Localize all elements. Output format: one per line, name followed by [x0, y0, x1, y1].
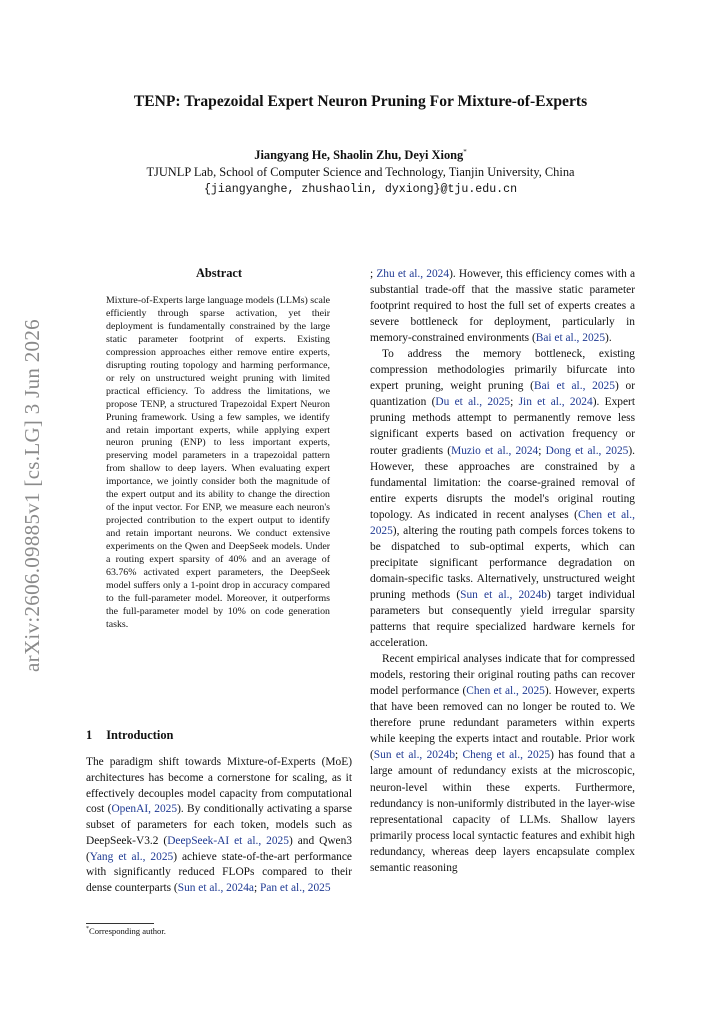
abstract-body: Mixture-of-Experts large language models (LLMs) scale efficiently through sparse activation, yet their deployment is fundamentally constrained by the large static parameter footprint of experts. Existing compression approaches either remove entire experts, disrupting routing topology and harming performance, or rely on unstructured weight pruning with limited practical efficiency. To address the limitations, we propose TENP, a structured Trapezoidal Expert Neuron Pruning framework. Using a few samples, we identify and retain important experts, while applying expert neuron pruning (ENP) to less important experts, preserving model parameters in a trapezoidal pattern from shallow to deep layers. When evaluating expert importance, we jointly consider both the magnitude of the expert output and its ability to change the direction of the input vector. For ENP, we measure each neuron's projected contribution to the expert output to identify and retain important neurons. We conduct extensive experiments on the Qwen and DeepSeek models. Under a routing expert sparsity of 40% and an average of 63.76% activated expert parameters, the DeepSeek model suffers only a 1-point drop in accuracy compared to the full-parameter model. Moreover, it outperforms the full-parameter model by 10% on code generation tasks.: [106, 295, 330, 630]
text-span: ) has found that a large amount of redundancy exists at the microscopic, neuron-level within these experts. Furthermore, redundancy is non-uniformly distributed in the layer-wise representational capacity of LLMs. Shallow layers primarily process local syntactic features and exhibit high redundancy, whereas deep layers encapsulate complex semantic reasoning: [370, 749, 635, 874]
citation-link[interactable]: Sun et al., 2024b: [460, 588, 547, 601]
citation-link[interactable]: Jin et al., 2024: [518, 396, 593, 409]
arxiv-identifier-text: arXiv:2606.09885v1 [cs.LG] 3 Jun 2026: [19, 318, 44, 672]
footnote-rule: [86, 923, 154, 924]
citation-link[interactable]: Sun et al., 2024a: [177, 882, 254, 894]
text-span: ). However, these approaches are constrained by a fundamental limitation: the coarse-grained removal of entire experts disrupts the model's original routing topology. As indicated in recent analyses (: [370, 444, 636, 521]
text-span: ) or quantization (: [370, 380, 635, 409]
citation-link[interactable]: Cheng et al., 2025: [462, 749, 551, 762]
citation-link[interactable]: Chen et al., 2025: [370, 508, 635, 537]
text-span: ) target individual parameters but consequently yield irregular sparsity patterns that require specialized hardware kernels for acceleration.: [370, 588, 635, 650]
citation-link[interactable]: Pan et al., 2025: [260, 882, 331, 894]
intro-paragraph-3: [370, 651, 635, 876]
citation-link[interactable]: Chen et al., 2025: [466, 685, 545, 698]
text-span: ) achieve state-of-the-art performance with significantly reduced FLOPs compared to their dense counterparts (: [86, 850, 352, 894]
paper-title: TENP: Trapezoidal Expert Neuron Pruning For Mixture-of-Experts: [133, 93, 588, 110]
text-span: ).: [605, 332, 612, 345]
text-span: ;: [253, 882, 260, 894]
right-column: [370, 266, 635, 876]
corresponding-author-mark: *: [463, 148, 467, 156]
text-span: ;: [370, 268, 377, 280]
text-span: ). However, this efficiency comes with a substantial trade-off that the massive static parameter footprint required to host the full set of experts creates a severe bottleneck for deployment, particularly in memory-constrained environments (: [370, 268, 635, 345]
citation-link[interactable]: Zhu et al., 2024: [376, 268, 450, 280]
section-number: 1: [86, 728, 93, 742]
citation-link[interactable]: Dong et al., 2025: [545, 444, 629, 457]
author-list: [60, 148, 661, 163]
citation-link[interactable]: Du et al., 2025: [435, 396, 511, 409]
affiliation: TJUNLP Lab, School of Computer Science and Technology, Tianjin University, China: [146, 165, 575, 179]
citation-link[interactable]: Bai et al., 2025: [535, 332, 606, 345]
text-span: ;: [455, 749, 463, 762]
text-span: ). However, experts that have been removed can no longer be routed to. We therefore prune redundant parameters within experts while keeping the experts intact and routable. Prior work (: [370, 685, 635, 762]
intro-paragraph-1-part-b: [370, 266, 635, 346]
text-span: ), altering the routing path compels forces tokens to be dispatched to sub-optimal experts, which can precipitate significant performance degradation on domain-specific tasks. Alternatively, unstructured weight pruning methods (: [370, 524, 635, 601]
intro-paragraph-1-part-a: [86, 755, 352, 897]
footnote: [86, 926, 166, 936]
arxiv-identifier: [19, 299, 44, 691]
text-span: The paradigm shift towards Mixture-of-Experts (MoE) architectures has become a cornerstone for scaling, as it effectively decouples model capacity from computational cost (: [86, 756, 352, 816]
text-span: ). Expert pruning methods attempt to permanently remove less significant experts based on activation frequency or router gradients (: [370, 396, 635, 457]
citation-link[interactable]: Sun et al., 2024b: [373, 749, 456, 762]
text-span: ). By conditionally activating a sparse subset of parameters for each token, models such as DeepSeek-V3.2 (: [86, 803, 352, 847]
citation-link[interactable]: DeepSeek-AI et al., 2025: [167, 834, 289, 847]
abstract-heading: Abstract: [195, 266, 243, 280]
intro-paragraph-2: [370, 346, 635, 651]
section-title: Introduction: [106, 728, 174, 742]
text-span: ) and Qwen3 (: [86, 834, 352, 863]
text-span: Recent empirical analyses indicate that for compressed models, restoring their original routing paths can recover model performance (: [370, 653, 635, 698]
section-heading-introduction: [86, 728, 173, 743]
text-span: ;: [510, 396, 519, 409]
citation-link[interactable]: OpenAI, 2025: [111, 803, 178, 816]
footnote-text: Corresponding author.: [89, 926, 166, 936]
author-names: Jiangyang He, Shaolin Zhu, Deyi Xiong: [254, 148, 464, 163]
text-span: ;: [538, 444, 546, 457]
text-span: To address the memory bottleneck, existing compression methodologies primarily bifurcate into expert pruning, weight pruning (: [370, 348, 635, 393]
citation-link[interactable]: Yang et al., 2025: [89, 850, 174, 863]
citation-link[interactable]: Bai et al., 2025: [533, 380, 615, 393]
footnote-mark: *: [86, 926, 89, 933]
citation-link[interactable]: Muzio et al., 2024: [451, 444, 539, 457]
author-emails: {jiangyanghe, zhushaolin, dyxiong}@tju.edu.cn: [203, 183, 518, 196]
